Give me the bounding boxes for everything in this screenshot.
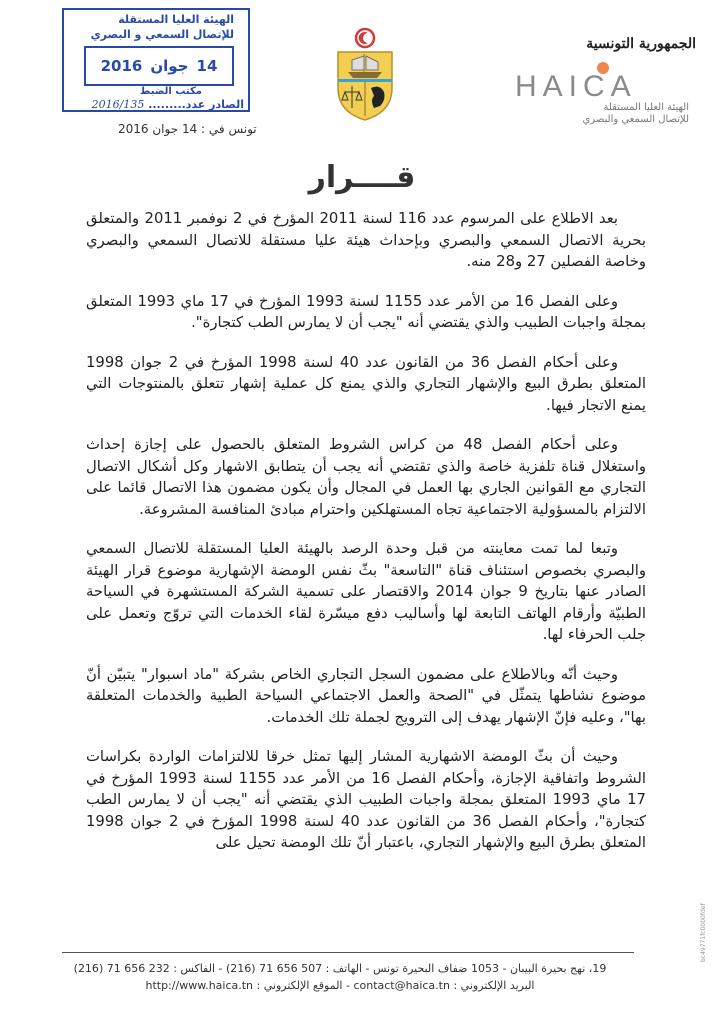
stamp-date-box [84, 46, 234, 86]
stamp-day: 14 [196, 57, 218, 75]
logo-subtitle-2: للإتصال السمعي والبصري [582, 114, 689, 125]
stamp-year: 2016 [100, 57, 143, 75]
paragraph: وحيث أن بثّ الومضة الاشهارية المشار إليها تمثل خرقا للالتزامات الواردة بكراسات الشروط واتفاقية الإجازة، وأحكام الفصل 16 من الأمر عدد 1155 لسنة 1993 المؤرخ في 17 ماي 1993 المتعلق بمجلة واجبات الطبيب الذي يقتضي أنه "يجب أن لا يمارس الطب كتجارة"، وأحكام الفصل 36 من القانون عدد 40 لسنة 1998 المؤرخ في 2 جوان 1998 المتعلق بطرق البيع والإشهار التجاري، باعتبار أنّ تلك الومضة تحيل على [86, 748, 647, 851]
paragraph: وعلى الفصل 16 من الأمر عدد 1155 لسنة 1993 المؤرخ في 17 ماي 1993 المتعلق بمجلة واجبات الطبيب والذي يقتضي أنه "يجب أن لا يمارس الطب كتجارة". [86, 292, 646, 331]
stamp-month: جوان [150, 57, 189, 75]
paragraph: وعلى أحكام الفصل 36 من القانون عدد 40 لسنة 1998 المؤرخ في 2 جوان 1998 المتعلق بطرق البيع والإشهار التجاري والذي يمنع كل عملية إشهار تتعلق بالمنتوجات التي يمنع الاتجار فيها. [86, 353, 646, 414]
decision-title: قــــرار [308, 160, 416, 195]
registry-stamp [62, 8, 250, 112]
document-side-code: bc49771fc0000fdef [700, 903, 707, 962]
footer-web-contact: البريد الإلكتروني : contact@haica.tn - الموقع الإلكتروني : http://www.haica.tn [145, 979, 535, 992]
paragraph: وتبعا لما تمت معاينته من قبل وحدة الرصد بالهيئة العليا المستقلة للاتصال السمعي والبصري بخصوص استئناف قناة "التاسعة" بثّ نفس الومضة الإشهارية موضوع قرار الهيئة الصادر عنها بتاريخ 9 جوان 2014 والاقتصار على تسمية الشركة المستشهرة في السياحة الطبيّة وأرقام الهاتف التابعة لها وأساليب دفع ميسّرة لقاء الخدمات التي تروّج وتعمل على جلب الحرفاء لها. [86, 540, 646, 643]
stamp-outgoing-number: 2016/135 [91, 98, 145, 111]
paragraph: بعد الاطلاع على المرسوم عدد 116 لسنة 2011 المؤرخ في 2 نوفمبر 2011 والمتعلق بحرية الاتصال السمعي والبصري وبإحداث هيئة عليا مستقلة للاتصال السمعي والبصري وخاصة الفصلين 27 و28 منه. [86, 210, 646, 270]
footer-address: 19، نهج بحيرة البيبان - 1053 ضفاف البحيرة تونس - الهاتف : 507 656 71 (216) - الفاكس : 232 656 71 (216) [73, 962, 607, 975]
stamp-outgoing [92, 98, 244, 111]
paragraph: وحيث أنّه وبالاطلاع على مضمون السجل التجاري الخاص بشركة "ماد اسبوار" يتبيّن أنّ موضوع نشاطها يتمثّل في "الصحة والعمل الاجتماعي السياحة الطبية والخدمات المتعلقة بها"، وعليه فإنّ الإشهار يهدف إلى الترويج لجملة تلك الخدمات. [86, 665, 646, 726]
tunisia-emblem-icon [330, 26, 400, 122]
footer-divider [62, 952, 634, 953]
footer-contact [60, 960, 620, 994]
decision-body [86, 208, 646, 872]
stamp-office: مكتب الضبط [140, 86, 202, 97]
haica-logo [515, 62, 693, 126]
place-date: تونس في : 14 جوان 2016 [118, 122, 257, 136]
stamp-authority-line2: للإتصال السمعي و البصري [90, 28, 234, 41]
stamp-authority-line1: الهيئة العليا المستقلة [118, 13, 234, 26]
republic-heading: الجمهورية التونسية [586, 36, 696, 52]
paragraph: وعلى أحكام الفصل 48 من كراس الشروط المتعلق بالحصول على إجازة إحداث واستغلال قناة تلفزية خاصة والذي تقتضي أنه يجب أن يتطابق الاشهار وكل أشكال الاتصال التجاري مع القوانين الجاري بها العمل في المجال وأن يكون مضمون هذا الاتصال قائما على الالتزام بالمسؤولية الاجتماعية تجاه المستهلكين واحترام مبادئ المنافسة المشروعة. [86, 436, 646, 518]
logo-subtitle-1: الهيئة العليا المستقلة [603, 102, 689, 113]
stamp-outgoing-label: الصادر عدد......... [148, 98, 244, 111]
logo-wordmark: HAICA [515, 70, 637, 103]
